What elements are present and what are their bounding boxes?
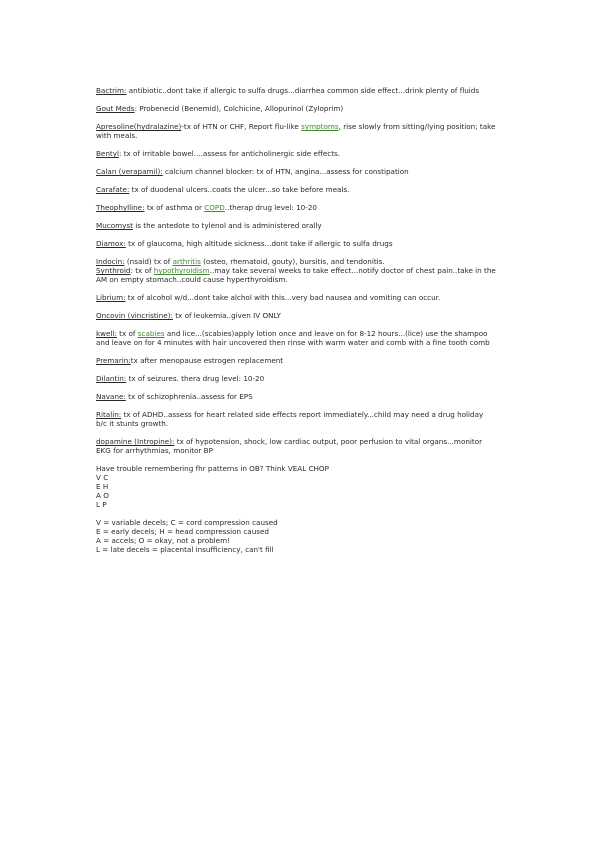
drug-name: Gout Meds (96, 104, 135, 113)
note-text: tx of duodenal ulcers..coats the ulcer...so take before meals. (129, 185, 350, 194)
note-text: tx of leukemia..given IV ONLY (172, 311, 281, 320)
drug-note-entry (96, 257, 496, 266)
drug-note-entry (96, 86, 496, 95)
note-text: antibiotic..dont take if allergic to sulfa drugs...diarrhea common side effect...drink plenty of fluids (126, 86, 480, 95)
note-text: tx after menopause estrogen replacement (130, 356, 284, 365)
drug-name: Oncovin (vincristine): (96, 311, 173, 320)
drug-name: Synthroid (96, 266, 131, 275)
drug-name: Calan (verapamil): (96, 167, 163, 176)
drug-note-entry (96, 185, 496, 194)
keyword-link[interactable]: symptoms (301, 122, 339, 131)
mnemonic-row: A O (96, 491, 109, 500)
note-text: : Probenecid (Benemid), Colchicine, Allopurinol (Zyloprim) (134, 104, 344, 113)
drug-note-entry (96, 311, 496, 320)
drug-name: Theophylline: (96, 203, 145, 212)
keyword-link[interactable]: COPD (204, 203, 225, 212)
drug-name: kwell: (96, 329, 117, 338)
mnemonic-row: V C (96, 473, 109, 482)
note-text: (nsaid) tx of (124, 257, 173, 266)
note-text: tx of seizures. thera drug level: 10-20 (126, 374, 265, 383)
note-text: ..may take several weeks to take effect...notify doctor of chest pain..take in the AM on empty stomach..could cause hyperthyroidism. (96, 266, 496, 284)
drug-name: Carafate: (96, 185, 130, 194)
note-text: is the antedote to tylenol and is administered orally (132, 221, 322, 230)
drug-note-entry (96, 293, 496, 302)
note-text: : tx of (130, 266, 154, 275)
note-text: (osteo, rhematoid, gouty), bursitis, and tendonitis. (200, 257, 385, 266)
mnemonic-row: L P (96, 500, 107, 509)
note-text: tx of (116, 329, 138, 338)
drug-note-entry (96, 203, 496, 212)
drug-name: Bactrim: (96, 86, 127, 95)
mnemonic-explanation: V = variable decels; C = cord compression caused (96, 518, 278, 527)
drug-note-entry (96, 437, 496, 455)
note-text: -tx of HTN or CHF, Report flu-like (181, 122, 302, 131)
drug-note-entry (96, 266, 496, 284)
drug-name: Bentyl (96, 149, 119, 158)
drug-name: Indocin: (96, 257, 125, 266)
drug-name: Ritalin: (96, 410, 122, 419)
mnemonic-intro: Have trouble remembering fhr patterns in OB? Think VEAL CHOP (96, 464, 329, 473)
keyword-link[interactable]: scabies (137, 329, 165, 338)
note-text: tx of hypotension, shock, low cardiac output, poor perfusion to vital organs...monitor EKG for arrhythmias, monitor BP (96, 437, 483, 455)
note-text: calcium channel blocker: tx of HTN, angina...assess for constipation (162, 167, 409, 176)
drug-note-entry (96, 392, 496, 401)
mnemonic-explanation: A = accels; O = okay, not a problem! (96, 536, 230, 545)
drug-note-entry (96, 329, 496, 347)
note-text: tx of ADHD..assess for heart related side effects report immediately...child may need a drug holiday b/c it stunts growth. (96, 410, 484, 428)
drug-name: Librium: (96, 293, 126, 302)
drug-note-entry (96, 149, 496, 158)
drug-name: Diamox: (96, 239, 126, 248)
note-text: , rise slowly from sitting/lying position; take with meals. (96, 122, 496, 140)
drug-name: Apresoline(hydralazine) (96, 122, 182, 131)
note-text: and lice...(scabies)apply lotion once and leave on for 8-12 hours...(lice) use the shampoo and leave on for 4 minutes with hair uncovered then rinse with warm water and comb with a fine tooth comb (96, 329, 490, 347)
drug-note-entry (96, 104, 496, 113)
drug-note-entry (96, 221, 496, 230)
note-text: : tx of irritable bowel....assess for anticholinergic side effects. (118, 149, 341, 158)
drug-note-entry (96, 122, 496, 140)
drug-name: Navane: (96, 392, 126, 401)
drug-note-entry (96, 374, 496, 383)
drug-name: Mucomyst (96, 221, 133, 230)
keyword-link[interactable]: arthritis (172, 257, 201, 266)
drug-note-entry (96, 410, 496, 428)
drug-name: dopamine (Intropine): (96, 437, 175, 446)
note-text: ..therap drug level: 10-20 (224, 203, 317, 212)
note-text: tx of glaucoma, high altitude sickness...dont take if allergic to sulfa drugs (125, 239, 393, 248)
drug-name: Dilantin: (96, 374, 127, 383)
drug-name: Premarin: (96, 356, 131, 365)
drug-note-entry (96, 239, 496, 248)
note-text: tx of schizophrenia..assess for EPS (125, 392, 253, 401)
keyword-link[interactable]: hypothyroidism (153, 266, 210, 275)
drug-note-entry (96, 356, 496, 365)
note-text: tx of alcohol w/d...dont take alchol with this...very bad nausea and vomiting can occur. (125, 293, 441, 302)
mnemonic-explanation: L = late decels = placental insufficiency, can't fill (96, 545, 274, 554)
drug-note-entry (96, 167, 496, 176)
note-text: tx of asthma or (144, 203, 205, 212)
mnemonic-explanation: E = early decels; H = head compression caused (96, 527, 269, 536)
mnemonic-row: E H (96, 482, 109, 491)
spacer (96, 509, 496, 518)
notes-content (96, 86, 496, 554)
